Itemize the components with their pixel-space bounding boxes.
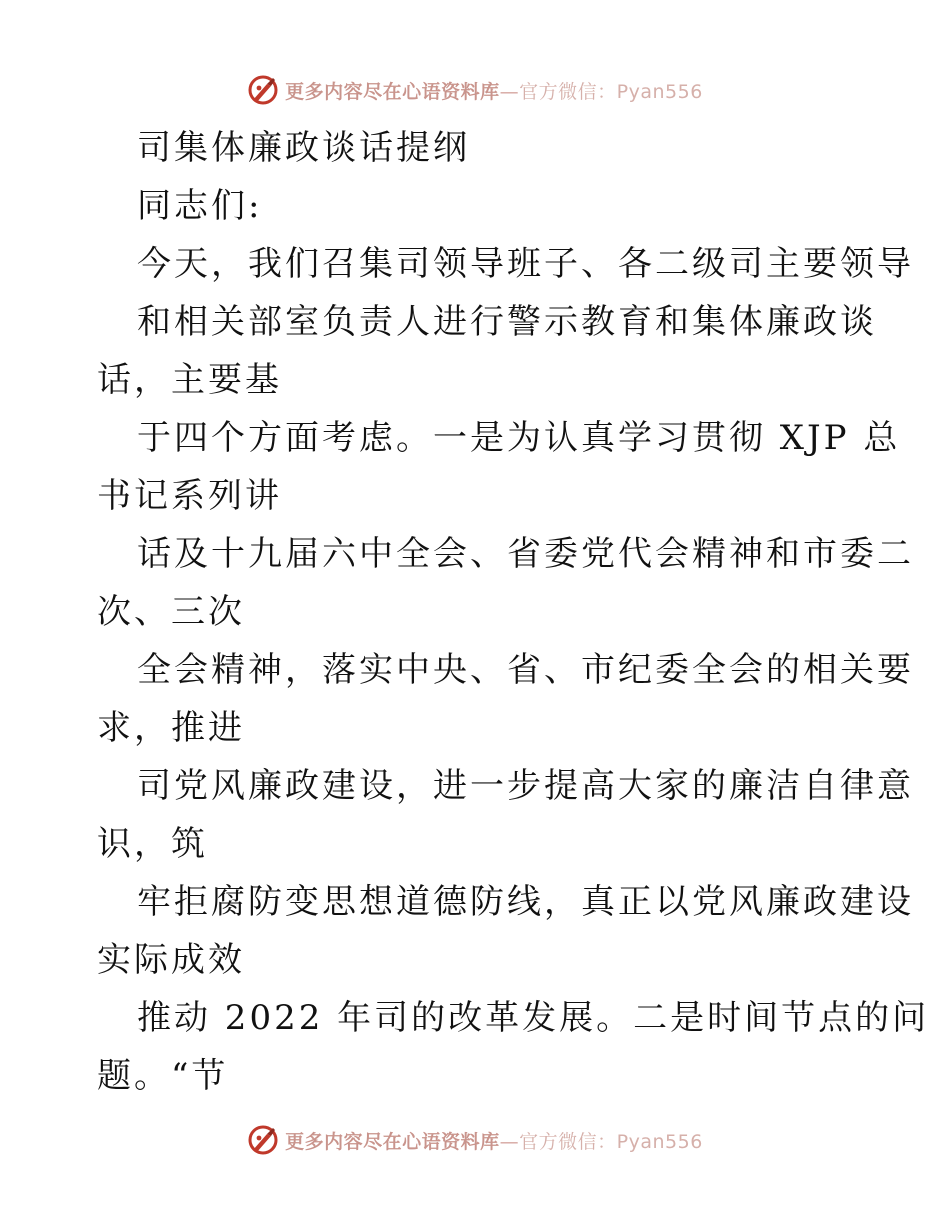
- body-line: 识，筑: [97, 824, 208, 864]
- body-line: 求，推进: [97, 708, 245, 748]
- body-line: 书记系列讲: [97, 476, 282, 516]
- footer-watermark-banner: [0, 1120, 950, 1160]
- body-line: 和相关部室负责人进行警示教育和集体廉政谈: [137, 302, 877, 342]
- banner-wechat: 官方微信：Pyan556: [519, 1130, 703, 1153]
- banner-separator: —: [499, 1130, 520, 1153]
- body-line: 话及十九届六中全会、省委党代会精神和市委二: [137, 534, 914, 574]
- body-line: 于四个方面考虑。一是为认真学习贯彻 XJP 总: [137, 418, 901, 458]
- document-title: 司集体廉政谈话提纲: [137, 128, 470, 168]
- banner-separator: —: [499, 80, 520, 103]
- body-line: 牢拒腐防变思想道德防线，真正以党风廉政建设: [137, 882, 914, 922]
- banner-brand: 更多内容尽在心语资料库: [285, 1130, 500, 1153]
- logo-icon: [247, 1124, 279, 1156]
- salutation: 同志们:: [137, 186, 263, 226]
- body-line: 次、三次: [97, 592, 245, 632]
- body-line: 实际成效: [97, 940, 245, 980]
- body-line: 司党风廉政建设，进一步提高大家的廉洁自律意: [137, 766, 914, 806]
- header-watermark-banner: [0, 70, 950, 110]
- body-line: 话，主要基: [97, 360, 282, 400]
- body-line: 今天，我们召集司领导班子、各二级司主要领导: [137, 244, 914, 284]
- body-line: 全会精神，落实中央、省、市纪委全会的相关要: [137, 650, 914, 690]
- banner-brand: 更多内容尽在心语资料库: [285, 80, 500, 103]
- body-line: 题。“节: [97, 1056, 229, 1096]
- logo-icon: [247, 74, 279, 106]
- body-line: 推动 2022 年司的改革发展。二是时间节点的问: [137, 998, 930, 1038]
- banner-wechat: 官方微信：Pyan556: [519, 80, 703, 103]
